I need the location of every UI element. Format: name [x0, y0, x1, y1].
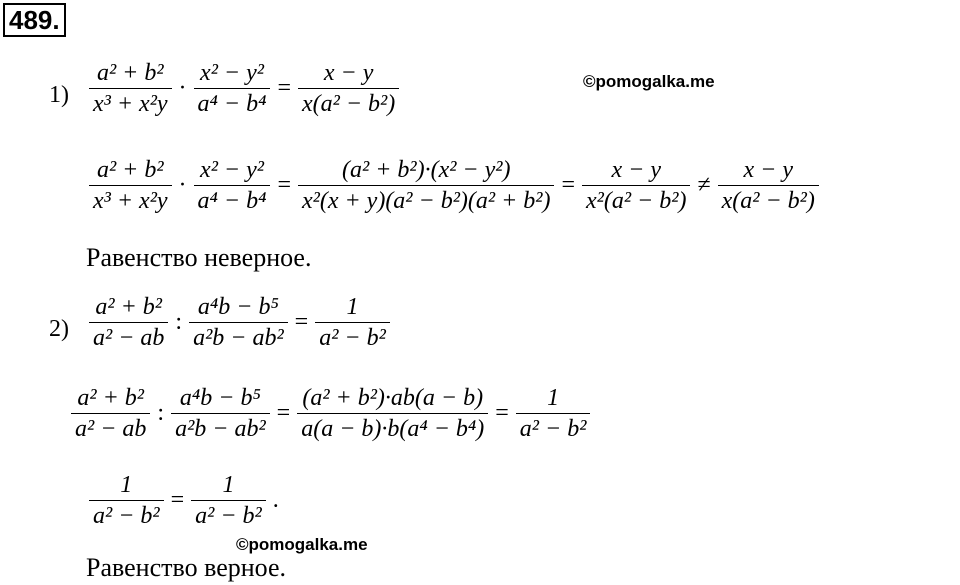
- equals-sign: =: [294, 309, 309, 335]
- denominator: x³ + x²y: [89, 88, 172, 117]
- numerator: x² − y²: [200, 60, 264, 86]
- fraction: [89, 472, 164, 529]
- part1-statement: [86, 60, 402, 117]
- part2-conclusion: Равенство верное.: [86, 553, 287, 582]
- numerator: x − y: [611, 157, 661, 183]
- not-equal-sign: ≠: [697, 172, 711, 198]
- operator: :: [175, 309, 183, 335]
- denominator: x²(x + y)(a² − b²)(a² + b²): [298, 185, 554, 214]
- fraction: [171, 385, 270, 442]
- numerator: 1: [222, 472, 235, 498]
- operator: :: [157, 400, 165, 426]
- equals-sign: =: [170, 487, 185, 513]
- part2-solution: [68, 385, 593, 442]
- denominator: x³ + x²y: [89, 185, 172, 214]
- part1-conclusion: Равенство неверное.: [86, 243, 312, 272]
- numerator: 1: [120, 472, 133, 498]
- fraction: [89, 60, 172, 117]
- part1-solution: [86, 157, 822, 214]
- denominator: a² − b²: [516, 413, 591, 442]
- denominator: a⁴ − b⁴: [194, 88, 271, 117]
- denominator: a² − ab: [89, 322, 168, 351]
- equals-sign: =: [277, 172, 291, 198]
- part1-label: 1): [49, 82, 69, 108]
- numerator: x − y: [323, 60, 374, 86]
- fraction: [298, 60, 399, 117]
- period: .: [272, 487, 279, 513]
- denominator: a(a − b)·b(a⁴ − b⁴): [297, 413, 488, 442]
- numerator: a² + b²: [95, 294, 162, 320]
- denominator: a²b − ab²: [171, 413, 270, 442]
- numerator: (a² + b²)·(x² − y²): [342, 157, 511, 183]
- numerator: a⁴b − b⁵: [197, 294, 279, 320]
- part2-check: [86, 472, 283, 529]
- problem-number: 489.: [3, 3, 66, 37]
- operator: ·: [178, 75, 187, 101]
- denominator: a² − ab: [71, 413, 150, 442]
- denominator: x(a² − b²): [718, 185, 819, 214]
- fraction: [89, 294, 168, 351]
- fraction: [191, 472, 266, 529]
- numerator: a² + b²: [77, 385, 144, 411]
- numerator: x² − y²: [200, 157, 264, 183]
- equals-sign: =: [276, 400, 291, 426]
- denominator: x(a² − b²): [298, 88, 399, 117]
- fraction: [194, 60, 271, 117]
- equals-sign: =: [277, 75, 291, 101]
- part2-label: 2): [49, 316, 69, 342]
- fraction: [718, 157, 819, 214]
- numerator: a⁴b − b⁵: [179, 385, 261, 411]
- numerator: 1: [346, 294, 359, 320]
- numerator: x − y: [743, 157, 793, 183]
- numerator: a² + b²: [96, 60, 164, 86]
- denominator: a²b − ab²: [189, 322, 288, 351]
- fraction: [71, 385, 150, 442]
- numerator: 1: [547, 385, 560, 411]
- equals-sign: =: [495, 400, 509, 426]
- watermark-top: ©pomogalka.me: [583, 72, 715, 91]
- fraction: [194, 157, 271, 214]
- denominator: a² − b²: [315, 322, 390, 351]
- fraction: [582, 157, 690, 214]
- numerator: a² + b²: [96, 157, 164, 183]
- numerator: (a² + b²)·ab(a − b): [302, 385, 484, 411]
- fraction: [516, 385, 591, 442]
- denominator: a² − b²: [191, 500, 266, 529]
- fraction: [298, 157, 554, 214]
- fraction: [189, 294, 288, 351]
- denominator: x²(a² − b²): [582, 185, 690, 214]
- fraction: [297, 385, 488, 442]
- fraction: [89, 157, 172, 214]
- denominator: a⁴ − b⁴: [194, 185, 271, 214]
- watermark-bottom: ©pomogalka.me: [236, 535, 368, 554]
- fraction: [315, 294, 390, 351]
- part2-statement: [86, 294, 393, 351]
- denominator: a² − b²: [89, 500, 164, 529]
- equals-sign: =: [561, 172, 576, 198]
- operator: ·: [178, 172, 187, 198]
